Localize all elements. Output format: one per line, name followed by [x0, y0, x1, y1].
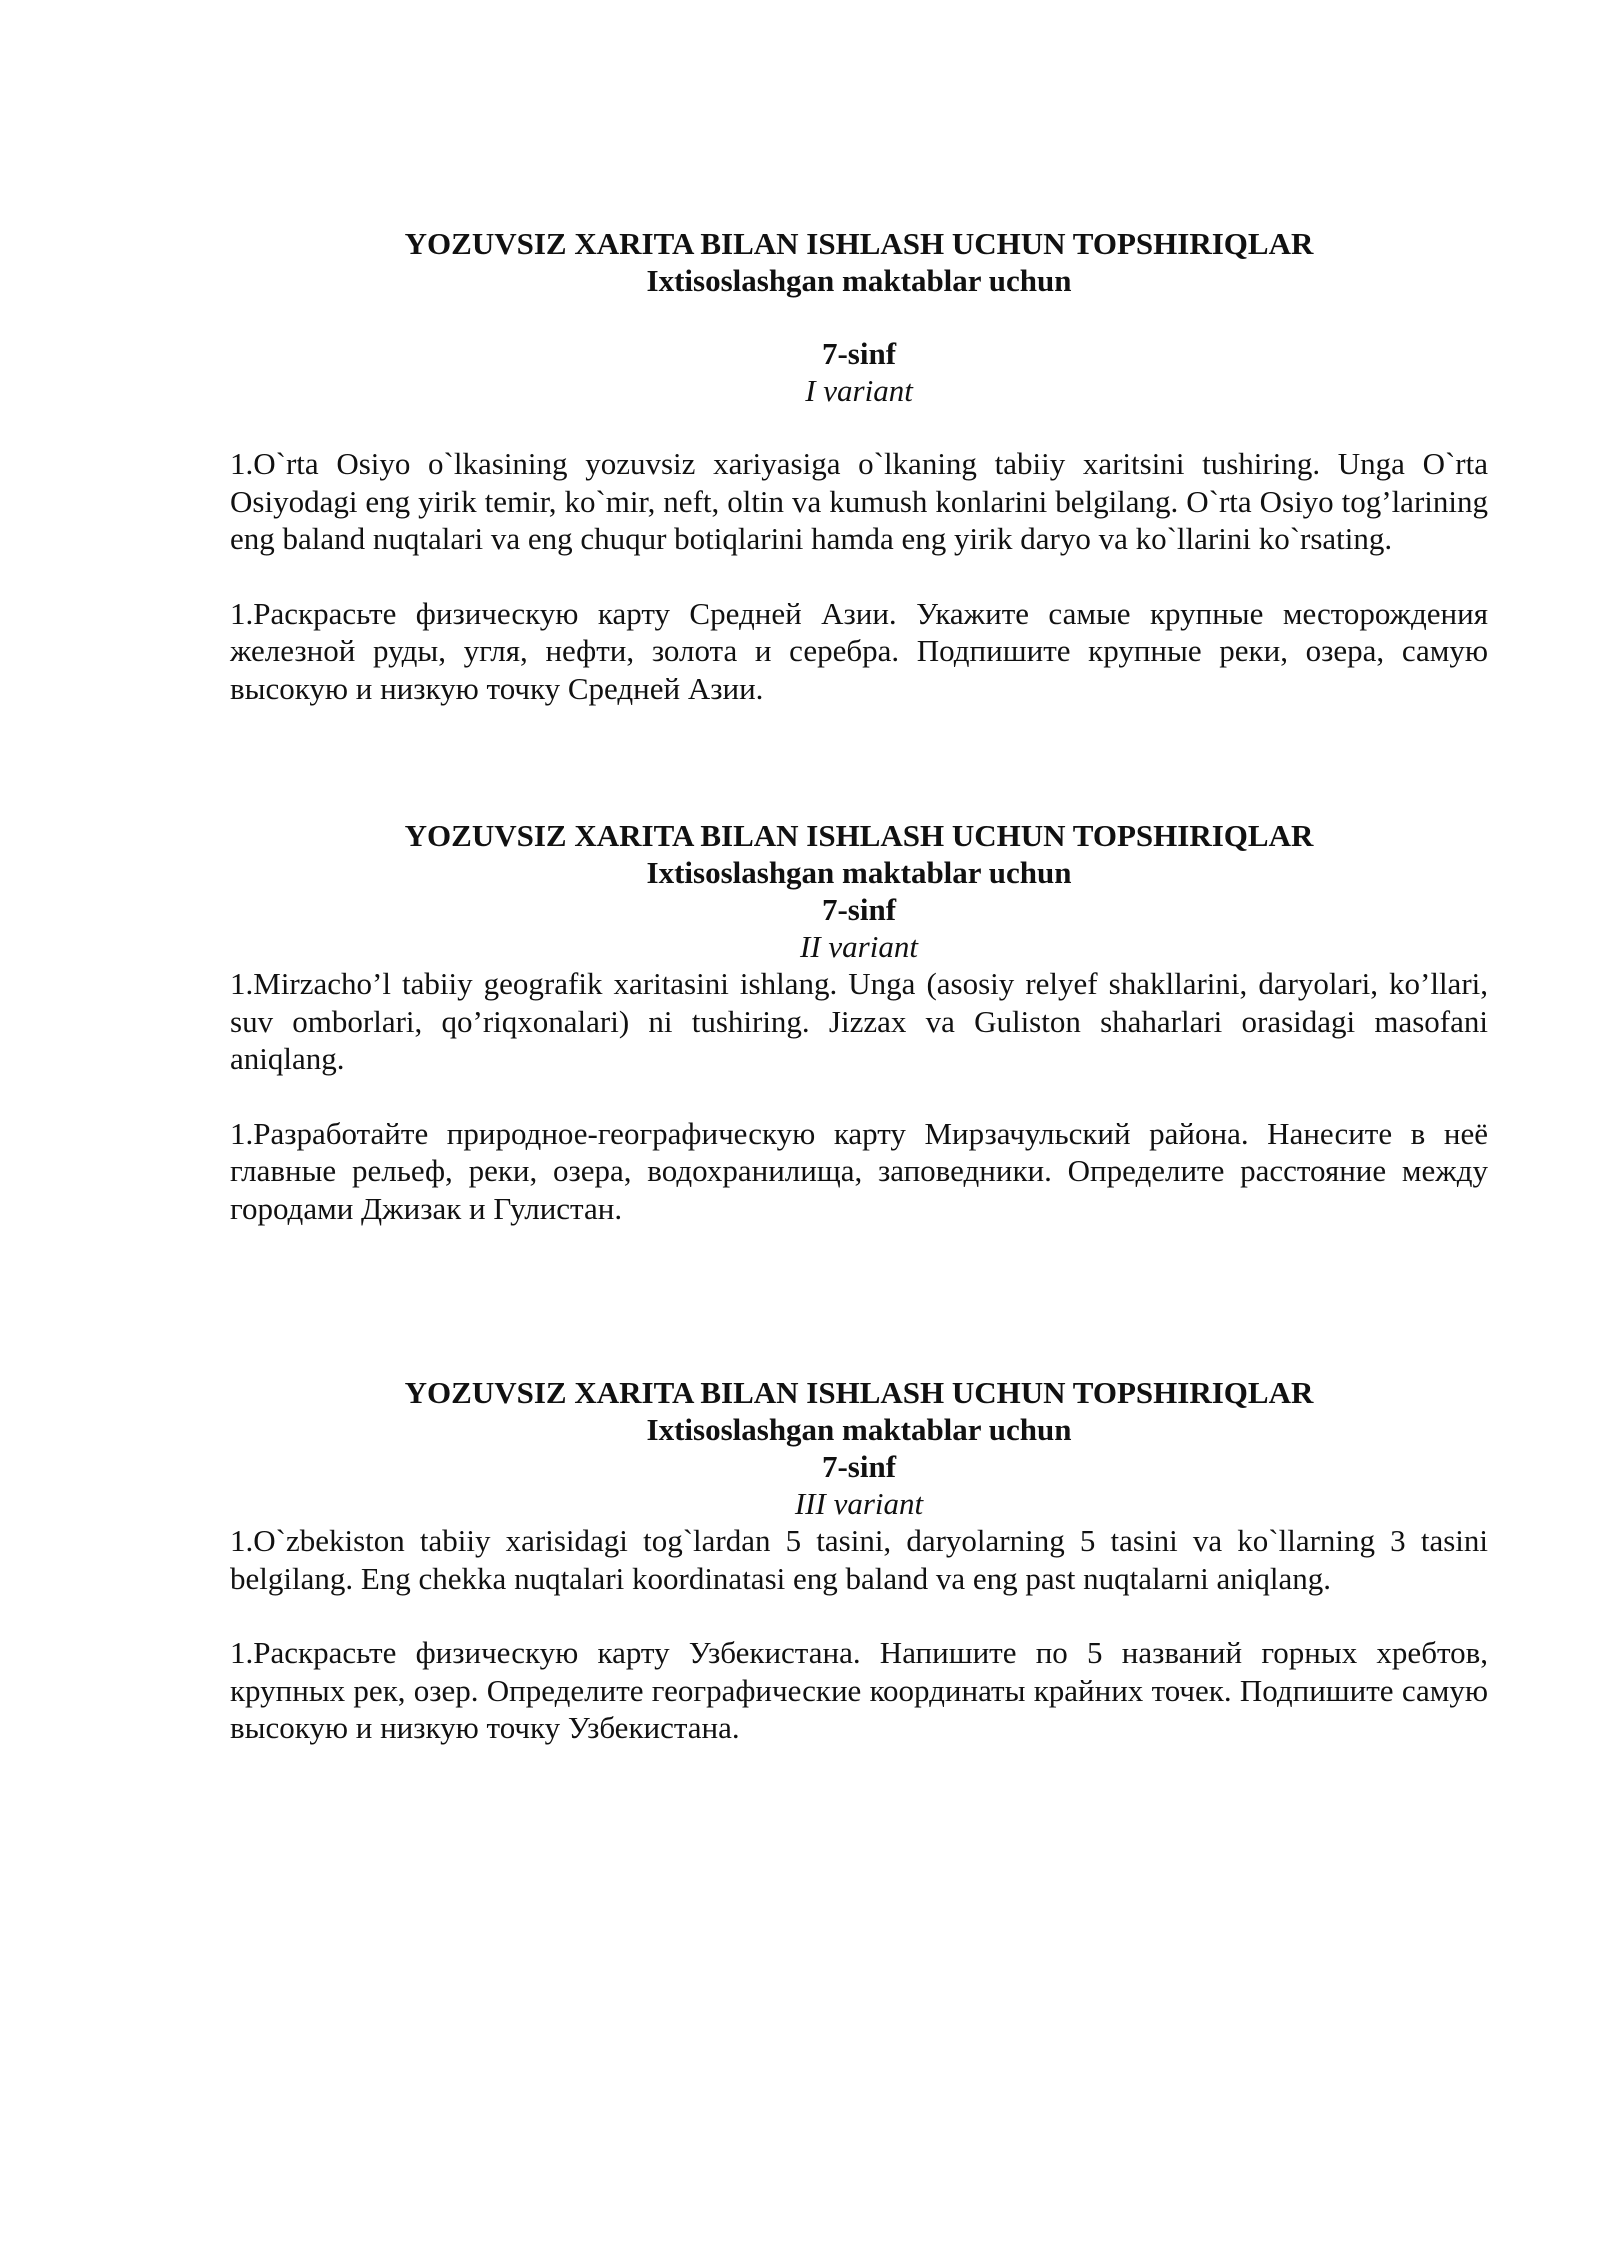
task-uzbek: 1.O`zbekiston tabiiy xarisidagi tog`lardan 5 tasini, daryolarning 5 tasini va ko`llarning 3 tasini belgilang. Eng chekka nuqtalari koordinatasi eng baland va eng past nuqtalarni aniqlang.: [230, 1523, 1488, 1596]
variant-3-section: [230, 1374, 1488, 1747]
task-uzbek: 1.O`rta Osiyo o`lkasining yozuvsiz xariyasiga o`lkaning tabiiy xaritsini tushiring. Unga O`rta Osiyodagi eng yirik temir, ko`mir, neft, oltin va kumush konlarini belgilang. O`rta Osiyo tog’larining eng baland nuqtalari va eng chuqur botiqlarini hamda eng yirik daryo va ko`llarini ko`rsating.: [230, 446, 1488, 556]
variant-1-section: [230, 225, 1488, 707]
variant-label: I variant: [805, 373, 913, 408]
section-subtitle: Ixtisoslashgan maktablar uchun: [646, 855, 1072, 890]
section-title: YOZUVSIZ XARITA BILAN ISHLASH UCHUN TOPSHIRIQLAR: [404, 226, 1314, 261]
task-russian: 1.Раскрасьте физическую карту Средней Азии. Укажите самые крупные месторождения железной руды, угля, нефти, золота и серебра. Подпишите крупные реки, озера, самую высокую и низкую точку Средней Азии.: [230, 595, 1488, 706]
task-uzbek: 1.Mirzacho’l tabiiy geografik xaritasini ishlang. Unga (asosiy relyef shakllarini, daryolari, ko’llari, suv omborlari, qo’riqxonalari) ni tushiring. Jizzax va Guliston shaharlari orasidagi masofani aniqlang.: [230, 966, 1488, 1076]
section-title: YOZUVSIZ XARITA BILAN ISHLASH UCHUN TOPSHIRIQLAR: [404, 818, 1314, 853]
variant-label: II variant: [800, 929, 918, 964]
section-subtitle: Ixtisoslashgan maktablar uchun: [646, 1412, 1072, 1447]
section-subtitle: Ixtisoslashgan maktablar uchun: [646, 263, 1072, 298]
variant-2-section: [230, 817, 1488, 1227]
grade-label: 7-sinf: [821, 336, 897, 371]
grade-label: 7-sinf: [821, 892, 897, 927]
grade-label: 7-sinf: [821, 1449, 897, 1484]
task-russian: 1.Раскрасьте физическую карту Узбекистана. Напишите по 5 названий горных хребтов, крупных рек, озер. Определите географические координаты крайних точек. Подпишите самую высокую и низкую точку Узбекистана.: [230, 1635, 1488, 1745]
variant-label: III variant: [794, 1486, 924, 1521]
task-russian: 1.Разработайте природное-географическую карту Мирзачульский района. Нанесите в неё главные рельеф, реки, озера, водохранилища, заповедники. Определите расстояние между городами Джизак и Гулистан.: [230, 1115, 1488, 1226]
section-title: YOZUVSIZ XARITA BILAN ISHLASH UCHUN TOPSHIRIQLAR: [404, 1375, 1314, 1410]
